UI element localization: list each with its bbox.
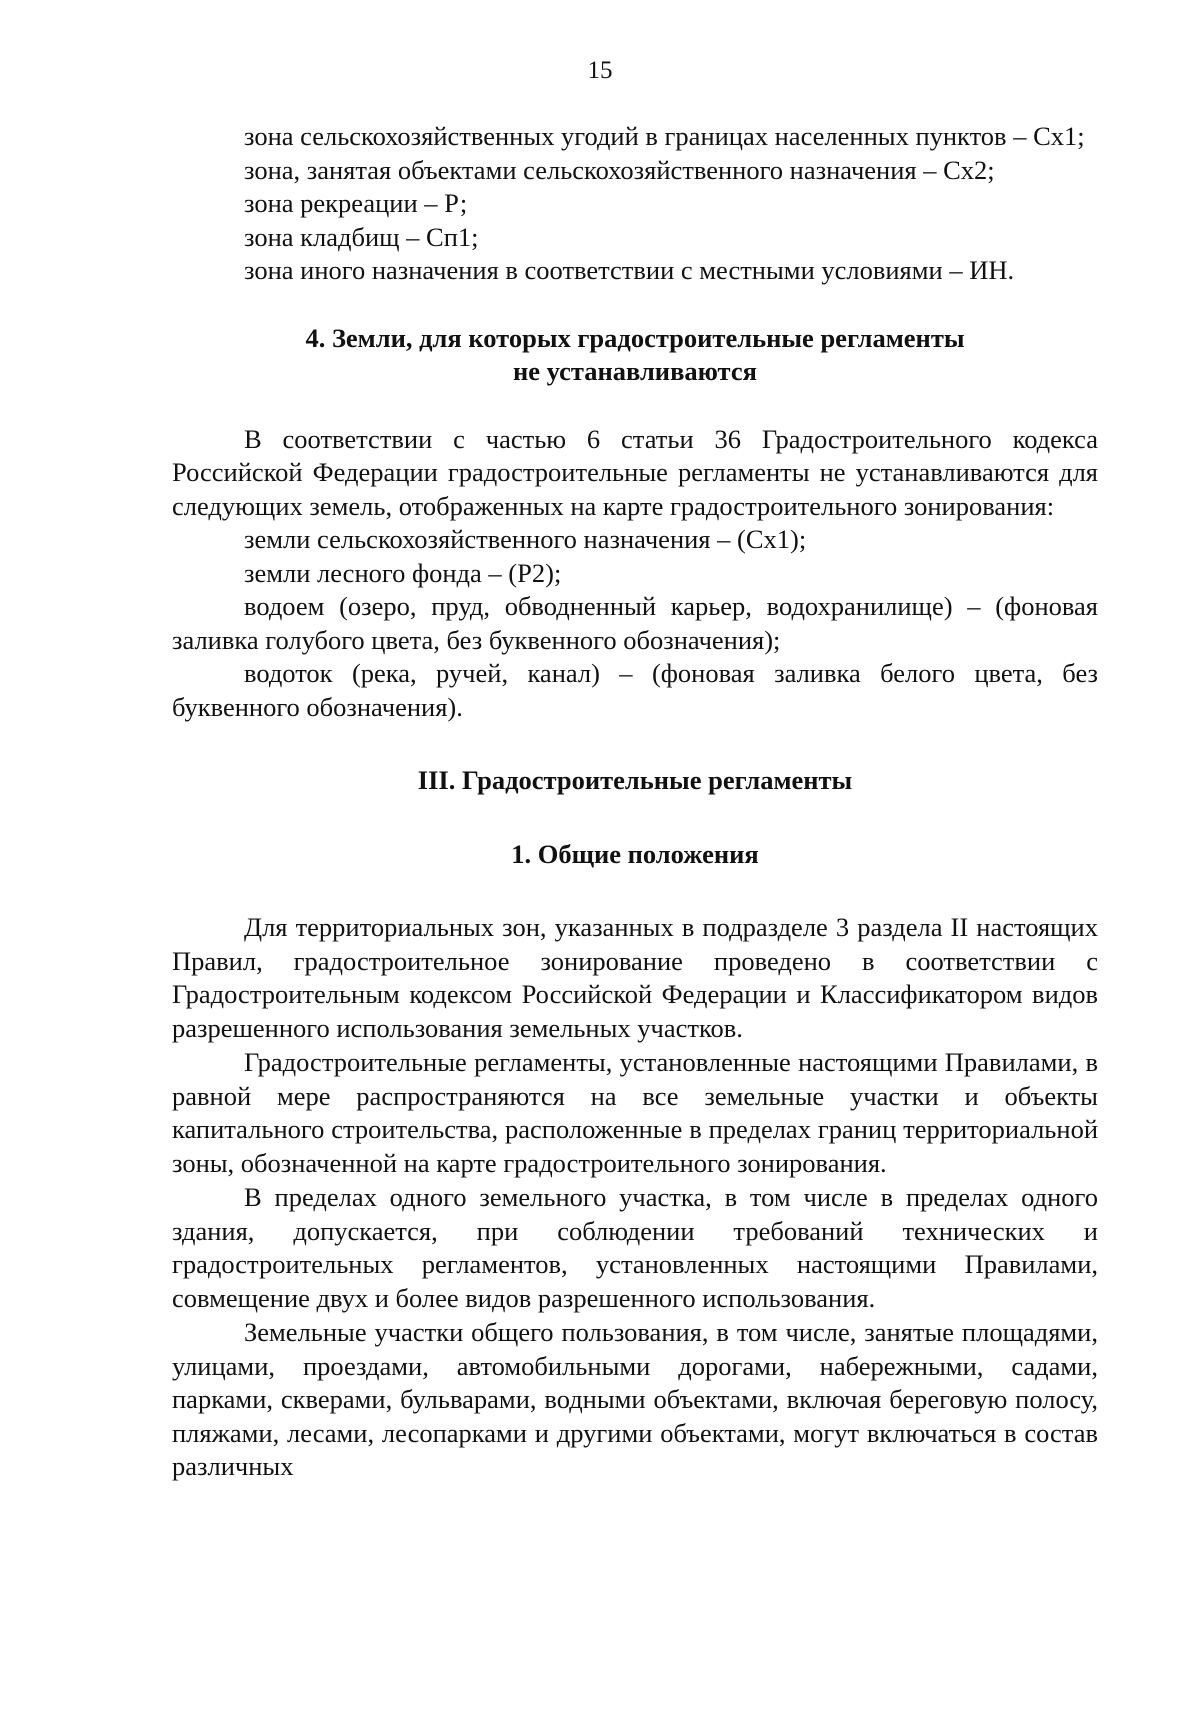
subsection-1-body (172, 911, 1098, 1484)
land-list-item: водоток (река, ручей, канал) – (фоновая заливка белого цвета, без буквенного обозначения). (172, 658, 1098, 722)
section-4-heading-line-1: 4. Земли, для которых градостроительные регламенты (305, 322, 965, 353)
section-iii-heading: III. Градостроительные регламенты (417, 765, 853, 795)
zone-list-item: зона иного назначения в соответствии с местными условиями – ИН. (244, 255, 1015, 285)
zone-list (172, 120, 1098, 288)
section-4-body (172, 423, 1098, 725)
zone-list-item: зона кладбищ – Сп1; (244, 221, 479, 252)
body-paragraph: Градостроительные регламенты, установленные настоящими Правилами, в равной мере распространяются на все земельные участки и объекты капитального строительства, расположенные в пределах границ территориальной зоны, обозначенной на карте градостроительного зонирования. (172, 1047, 1098, 1178)
page-content (172, 120, 1098, 1484)
land-list-item: земли лесного фонда – (Р2); (244, 557, 562, 588)
zone-list-item: зона рекреации – Р; (244, 188, 468, 218)
page-number: 15 (587, 57, 613, 84)
section-4-intro: В соответствии с частью 6 статьи 36 Градостроительного кодекса Российской Федерации градостроительные регламенты не устанавливаются для следующих земель, отображенных на карте градостроительного зонирования: (172, 423, 1098, 521)
section-4-heading-line-2: не устанавливаются (513, 356, 757, 386)
land-list-item: земли сельскохозяйственного назначения – (Сх1); (244, 524, 807, 554)
section-4-heading (172, 322, 1098, 389)
body-paragraph: Земельные участки общего пользования, в том числе, занятые площадями, улицами, проездами, автомобильными дорогами, набережными, садами, парками, скверами, бульварами, водными объектами, включая береговую полосу, пляжами, лесами, лесопарками и другими объектами, могут включаться в состав различных (172, 1317, 1098, 1481)
body-paragraph: Для территориальных зон, указанных в подразделе 3 раздела II настоящих Правил, градостроительное зонирование проведено в соответствии с Градостроительным кодексом Российской Федерации и Классификатором видов разрешенного использования земельных участков. (172, 912, 1098, 1043)
subsection-1-heading: 1. Общие положения (511, 838, 759, 869)
land-list-item: водоем (озеро, пруд, обводненный карьер, водохранилище) – (фоновая заливка голубого цвета, без буквенного обозначения); (172, 591, 1098, 655)
body-paragraph: В пределах одного земельного участка, в том числе в пределах одного здания, допускается, при соблюдении требований технических и градостроительных регламентов, установленных настоящими Правилами, совмещение двух и более видов разрешенного использования. (172, 1182, 1098, 1313)
zone-list-item: зона, занятая объектами сельскохозяйственного назначения – Сх2; (244, 154, 995, 185)
zone-list-item: зона сельскохозяйственных угодий в границах населенных пунктов – Сх1; (244, 121, 1085, 151)
